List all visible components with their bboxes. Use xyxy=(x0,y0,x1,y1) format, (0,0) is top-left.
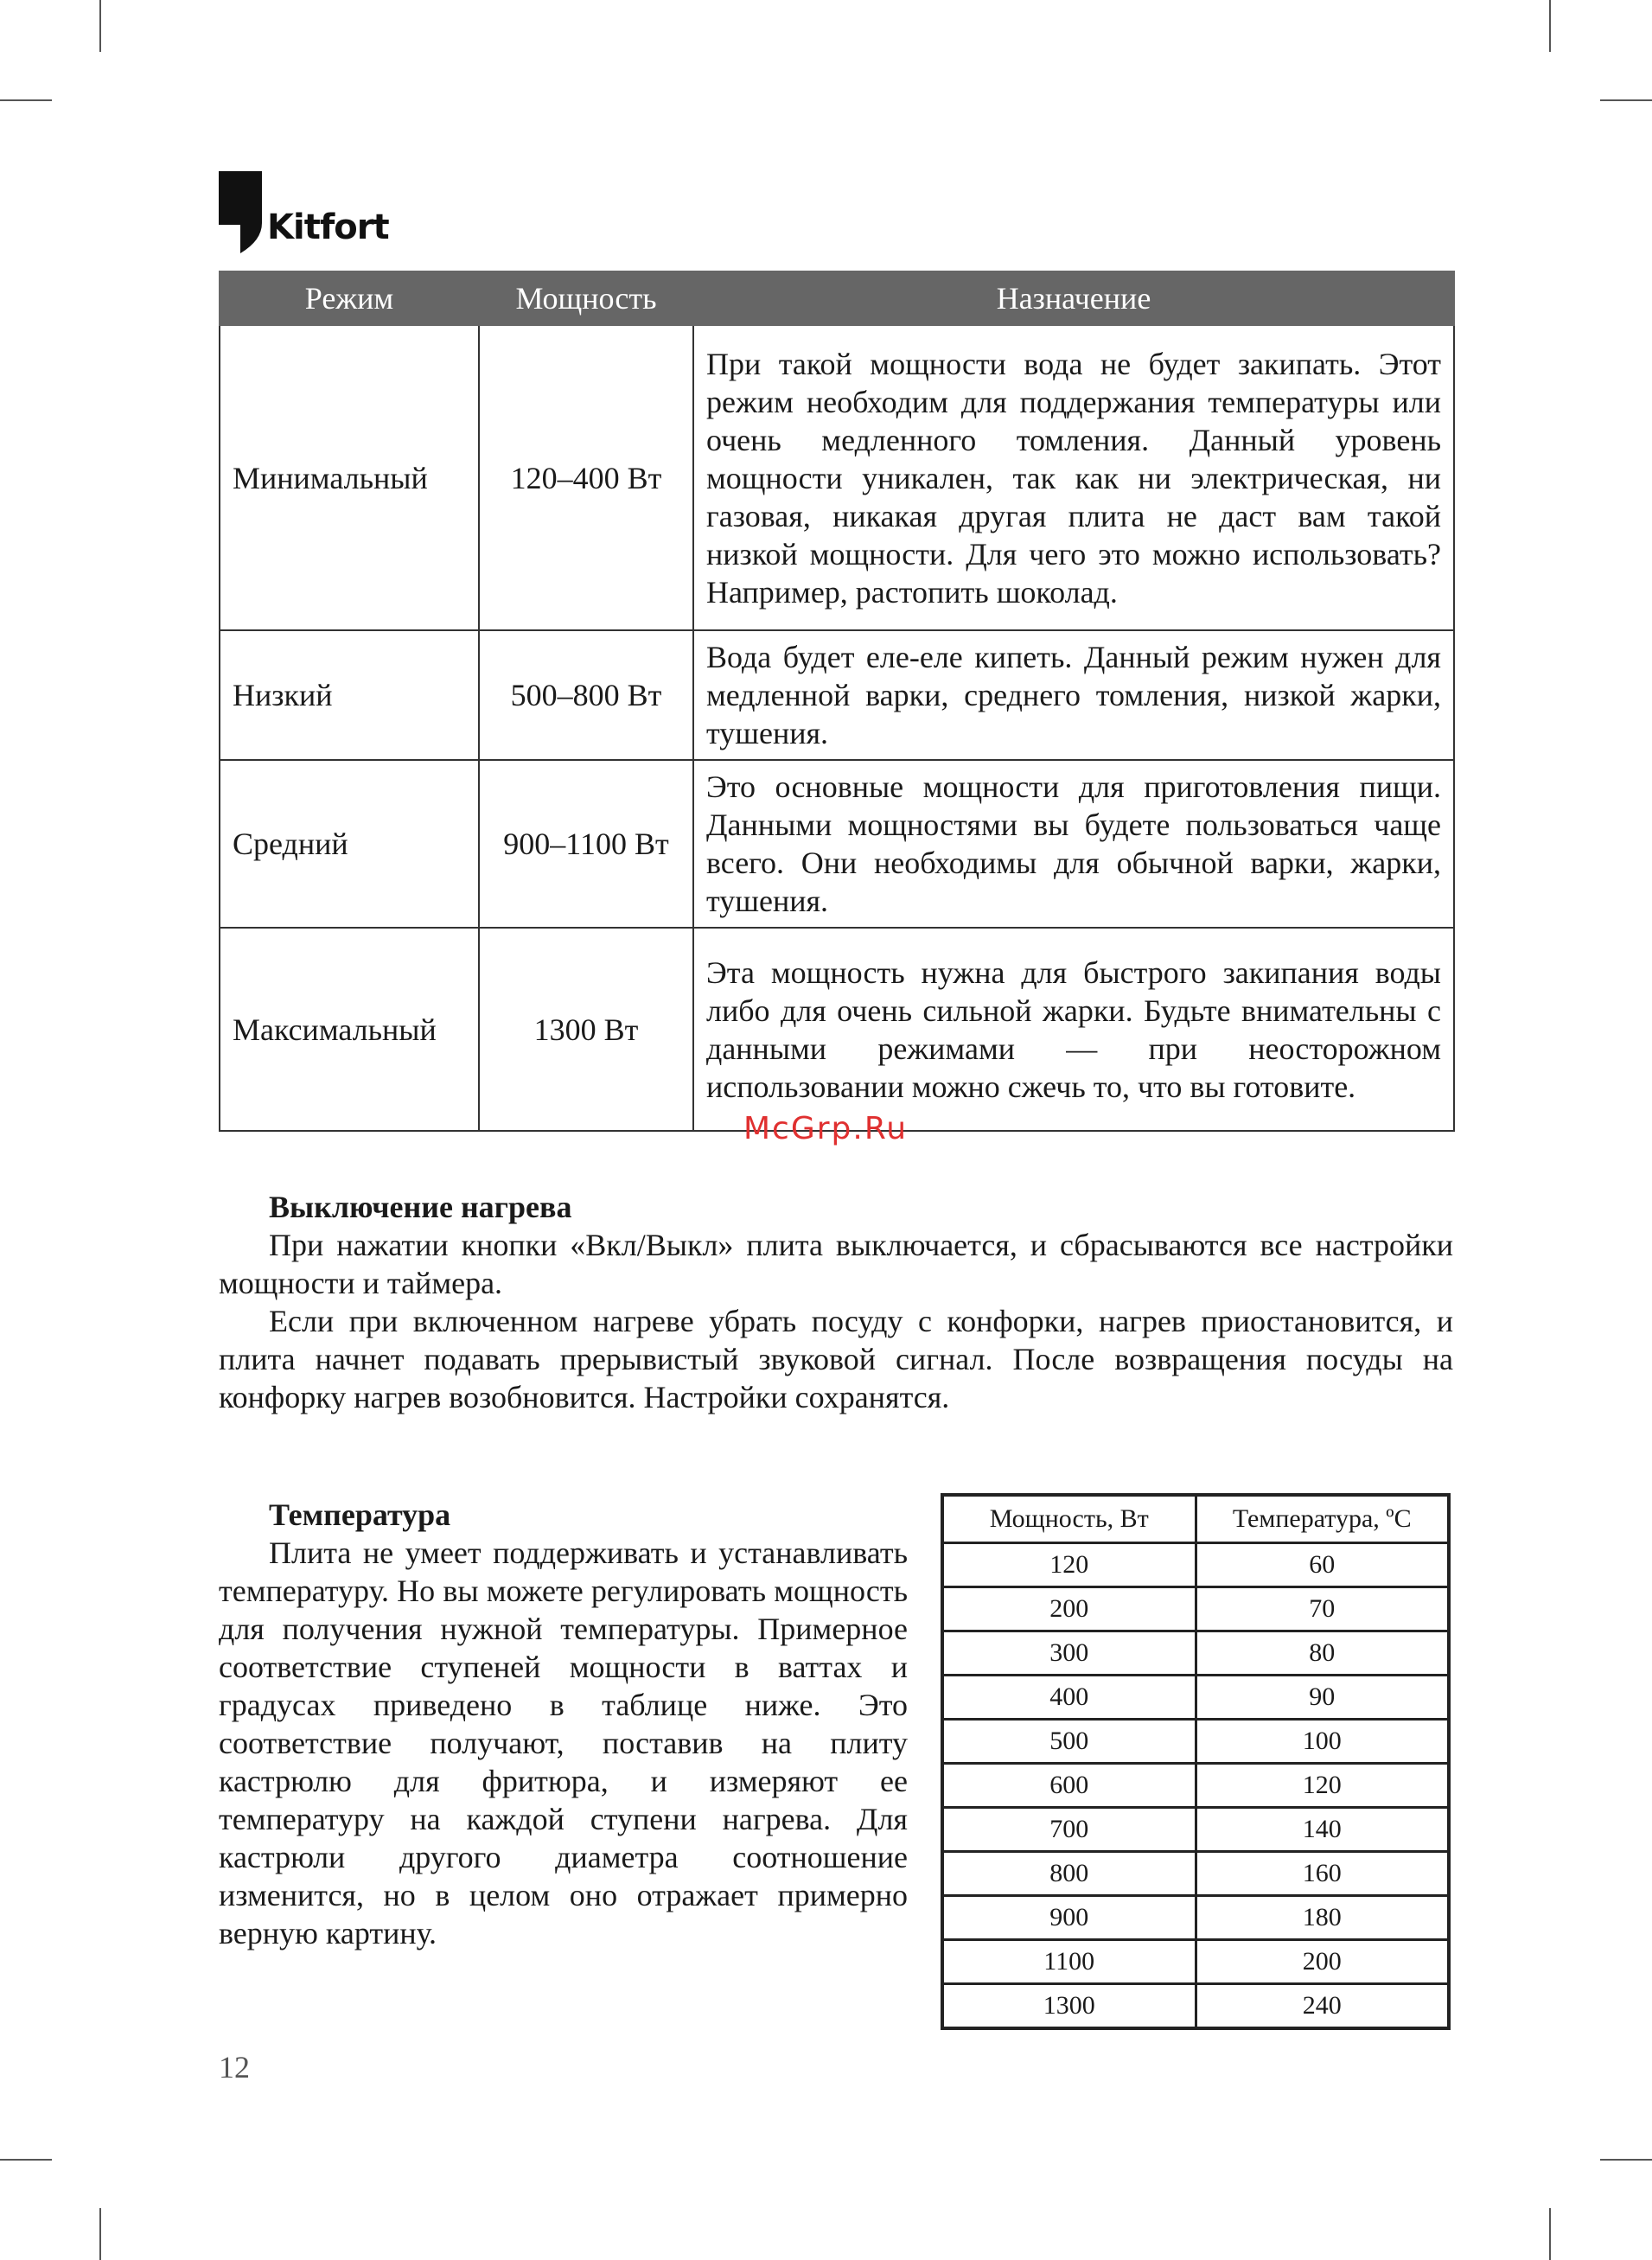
table-row xyxy=(220,928,1454,1131)
power-value: 1100 xyxy=(942,1940,1196,1984)
purpose-cell: При такой мощности вода не будет закипать. Этот режим необходим для поддержания температуры или очень медленного томления. Данный уровень мощности уникален, так как ни электрическая, ни газовая, никакая другая плита не даст вам такой низкой мощности. Для чего это можно использовать? Например, растопить шоколад. xyxy=(693,325,1454,630)
power-cell: 900–1100 Вт xyxy=(479,760,693,928)
temperature-paragraph: Плита не умеет поддерживать и устанавливать температуру. Но вы можете регулировать мощность для получения нужной температуры. Примерное соответствие ступеней мощности в ваттах и градусах приведено в таблице ниже. Это соответствие получают, поставив на плиту кастрюлю для фритюра, и измеряют ее температуру на каждой ступени нагрева. Для кастрюли другого диаметра соотношение изменится, но в целом оно отражает примерно верную картину. xyxy=(219,1535,908,1950)
heating-off-paragraph: При нажатии кнопки «Вкл/Выкл» плита выключается, и сбрасываются все настройки мощности и таймера. xyxy=(219,1228,1453,1300)
table-row xyxy=(942,1808,1449,1852)
temperature-value: 160 xyxy=(1196,1852,1449,1896)
header-power-w: Мощность, Вт xyxy=(942,1495,1196,1543)
temperature-value: 240 xyxy=(1196,1984,1449,2029)
crop-mark xyxy=(99,0,101,52)
temperature-value: 200 xyxy=(1196,1940,1449,1984)
header-mode: Режим xyxy=(220,271,479,325)
heating-off-section xyxy=(219,1188,1453,1416)
table-row xyxy=(942,1543,1449,1587)
header-temperature-c: Температура, ºС xyxy=(1196,1495,1449,1543)
crop-mark xyxy=(0,2159,52,2161)
table-row xyxy=(942,1940,1449,1984)
temperature-value: 120 xyxy=(1196,1764,1449,1808)
temperature-value: 140 xyxy=(1196,1808,1449,1852)
crop-mark xyxy=(1549,0,1551,52)
power-value: 900 xyxy=(942,1896,1196,1940)
power-value: 200 xyxy=(942,1587,1196,1631)
power-cell: 500–800 Вт xyxy=(479,630,693,760)
crop-mark xyxy=(1549,2208,1551,2260)
power-cell: 120–400 Вт xyxy=(479,325,693,630)
purpose-cell: Эта мощность нужна для быстрого закипания воды либо для очень сильной жарки. Будьте внимательны с данными режимами — при неосторожном использовании можно сжечь то, что вы готовите. xyxy=(693,928,1454,1131)
table-row xyxy=(942,1896,1449,1940)
temperature-title: Температура xyxy=(269,1497,451,1532)
power-temperature-table xyxy=(941,1493,1451,2030)
mode-cell: Средний xyxy=(220,760,479,928)
table-header-row xyxy=(220,271,1454,325)
power-cell: 1300 Вт xyxy=(479,928,693,1131)
brand-logo xyxy=(219,171,443,253)
temperature-section xyxy=(219,1496,908,1952)
purpose-cell: Вода будет еле-еле кипеть. Данный режим нужен для медленной варки, среднего томления, низкой жарки, тушения. xyxy=(693,630,1454,760)
temperature-value: 80 xyxy=(1196,1631,1449,1676)
table-row xyxy=(942,1587,1449,1631)
kitfort-logo-icon xyxy=(219,171,262,253)
page-number: 12 xyxy=(219,2050,250,2084)
power-value: 1300 xyxy=(942,1984,1196,2029)
heating-off-title: Выключение нагрева xyxy=(269,1190,572,1224)
table-row xyxy=(220,325,1454,630)
table-row xyxy=(942,1852,1449,1896)
temperature-value: 100 xyxy=(1196,1720,1449,1764)
crop-mark xyxy=(1600,2159,1652,2161)
table-row xyxy=(942,1764,1449,1808)
power-modes-table xyxy=(219,271,1455,1132)
power-value: 120 xyxy=(942,1543,1196,1587)
table-row xyxy=(220,630,1454,760)
power-value: 500 xyxy=(942,1720,1196,1764)
crop-mark xyxy=(1600,99,1652,101)
temperature-value: 90 xyxy=(1196,1676,1449,1720)
mode-cell: Низкий xyxy=(220,630,479,760)
mode-cell: Максимальный xyxy=(220,928,479,1131)
header-power: Мощность xyxy=(479,271,693,325)
heating-off-paragraph: Если при включенном нагреве убрать посуду с конфорки, нагрев приостановится, и плита начнет подавать прерывистый звуковой сигнал. После возвращения посуды на конфорку нагрев возобновится. Настройки сохранятся. xyxy=(219,1304,1453,1414)
purpose-cell: Это основные мощности для приготовления пищи. Данными мощностями вы будете пользоваться чаще всего. Они необходимы для обычной варки, жарки, тушения. xyxy=(693,760,1454,928)
crop-mark xyxy=(99,2208,101,2260)
temperature-value: 180 xyxy=(1196,1896,1449,1940)
watermark: McGrp.Ru xyxy=(743,1111,909,1146)
power-value: 400 xyxy=(942,1676,1196,1720)
table-row xyxy=(942,1631,1449,1676)
table-row xyxy=(942,1720,1449,1764)
power-value: 800 xyxy=(942,1852,1196,1896)
temperature-value: 70 xyxy=(1196,1587,1449,1631)
power-value: 300 xyxy=(942,1631,1196,1676)
mode-cell: Минимальный xyxy=(220,325,479,630)
table-row xyxy=(220,760,1454,928)
power-value: 600 xyxy=(942,1764,1196,1808)
crop-mark xyxy=(0,99,52,101)
temperature-value: 60 xyxy=(1196,1543,1449,1587)
table-row xyxy=(942,1676,1449,1720)
header-purpose: Назначение xyxy=(693,271,1454,325)
table-row xyxy=(942,1984,1449,2029)
brand-name: Kitfort xyxy=(267,207,389,247)
table-header-row xyxy=(942,1495,1449,1543)
power-value: 700 xyxy=(942,1808,1196,1852)
